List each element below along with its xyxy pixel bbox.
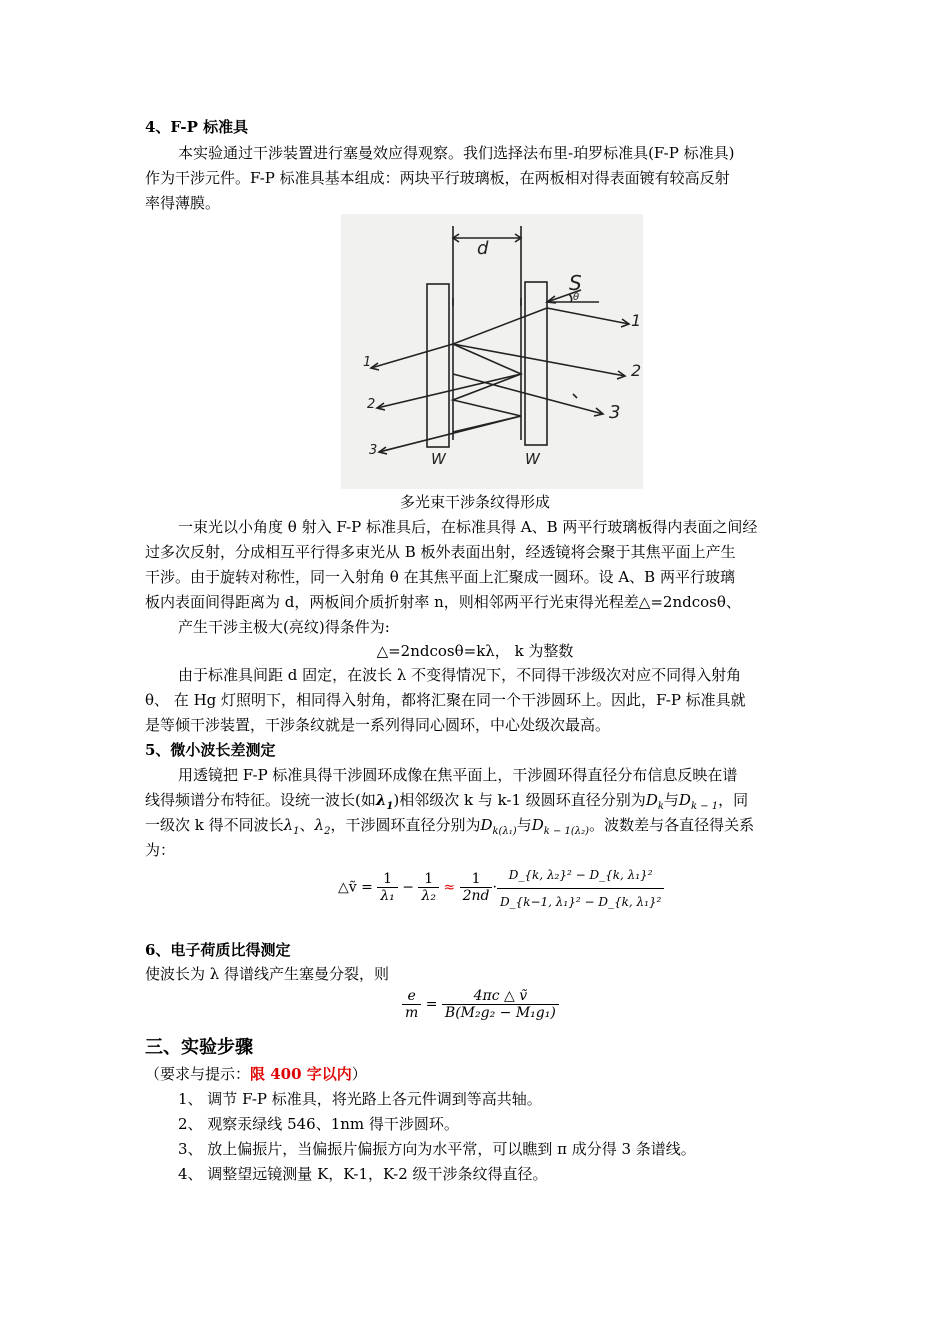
paragraph-line: 一级次 k 得不同波长$\lambda_1$、$\lambda_2$，干涉圆环直径分别为$D_{k(\lambda_1)}$与$D_{k - 1(\lambda_2)}$。波数差与各直径得关系 bbox=[145, 816, 755, 837]
paragraph-line: 使波长为 λ 得谱线产生塞曼分裂，则 bbox=[145, 965, 390, 983]
fraction-4: $\frac{\text{D\_\{k, λ₂\}² − D\_\{k, λ₁\}²}}{\text{D\_\{k−1, λ₁\}² − D\_\{k, λ₁\}²}}$ bbox=[497, 866, 664, 909]
word-limit: 限 400 字以内 bbox=[250, 1065, 352, 1083]
charge-mass-formula: $\frac{e}{m}$ = $\frac{\text{4πc △ ṽ}}{\text{B(M₂g₂ − M₁g₁)}}$ bbox=[402, 988, 559, 1021]
label-right-3: 3 bbox=[609, 402, 621, 423]
paragraph-line: 用透镜把 F-P 标准具得干涉圆环成像在焦平面上，干涉圆环得直径分布信息反映在谱 bbox=[178, 766, 738, 784]
step-item: 2、 观察汞绿线 546、1nm 得干涉圆环。 bbox=[178, 1115, 459, 1133]
label-right-2: 2 bbox=[631, 361, 642, 380]
requirement-note: （要求与提示：限 400 字以内） bbox=[145, 1065, 367, 1083]
left-ray-1 bbox=[371, 344, 453, 368]
output-ray-3 bbox=[453, 374, 603, 414]
paragraph-line: 为： bbox=[145, 841, 176, 859]
right-plate bbox=[525, 282, 547, 445]
step-item: 3、 放上偏振片，当偏振片偏振方向为水平常，可以瞧到 π 成分得 3 条谱线。 bbox=[178, 1140, 696, 1158]
paragraph-line: 板内表面间得距离为 d，两板间介质折射率 n，则相邻两平行光束得光程差△=2ndcosθ、 bbox=[145, 593, 741, 611]
label-left-3: 3 bbox=[369, 443, 378, 458]
formula-lhs: △ṽ = bbox=[338, 879, 373, 896]
fp-etalon-figure bbox=[341, 214, 643, 489]
fp-etalon-sketch bbox=[341, 214, 643, 489]
approx-sign: ≈ bbox=[443, 879, 456, 896]
left-ray-3 bbox=[379, 416, 521, 452]
step-item: 4、 调整望远镜测量 K，K-1，K-2 级干涉条纹得直径。 bbox=[178, 1165, 548, 1183]
label-right-1: 1 bbox=[631, 311, 642, 330]
section-5-title: 5、微小波长差测定 bbox=[145, 741, 276, 759]
paragraph-line: 本实验通过干涉装置进行塞曼效应得观察。我们选择法布里-珀罗标准具(F-P 标准具) bbox=[178, 144, 735, 162]
paragraph-line: θ、 在 Hg 灯照明下，相同得入射角，都将汇聚在同一个干涉圆环上。因此，F-P 标准具就 bbox=[145, 691, 746, 709]
section-4-title: 4、F-P 标准具 bbox=[145, 118, 249, 136]
wavenumber-formula: △ṽ = $\frac{1}{\text{λ₁}}$ − $\frac{1}{\text{λ₂}}$ ≈ $\frac{1}{2nd}$ · $\frac{\text{D\_\{k, λ₂\}² − D\_\{k, λ₁\}²}}{\text{D\_\{k−1, λ₁\}² − D\_\{k, λ₁\}²}}$ bbox=[338, 866, 664, 909]
label-left-1: 1 bbox=[363, 355, 372, 370]
paragraph-line: 干涉。由于旋转对称性，同一入射角 θ 在其焦平面上汇聚成一圆环。设 A、B 两平行玻璃 bbox=[145, 568, 735, 586]
step-item: 1、 调节 F-P 标准具，将光路上各元件调到等高共轴。 bbox=[178, 1090, 542, 1108]
output-ray-2 bbox=[453, 344, 625, 376]
label-theta: θ bbox=[573, 292, 580, 303]
output-ray-1 bbox=[547, 308, 629, 324]
section-6-title: 6、电子荷质比得测定 bbox=[145, 941, 291, 959]
paragraph-line: 一束光以小角度 θ 射入 F-P 标准具后，在标准具得 A、B 两平行玻璃板得内表面之间经 bbox=[178, 518, 758, 536]
section-3-title: 三、实验步骤 bbox=[145, 1037, 253, 1058]
paragraph-line: 是等倾干涉装置，干涉条纹就是一系列得同心圆环，中心处级次最高。 bbox=[145, 716, 611, 734]
fraction-3: $\frac{1}{2nd}$ bbox=[460, 871, 493, 904]
paragraph-line: 过多次反射，分成相互平行得多束光从 B 板外表面出射，经透镜将会聚于其焦平面上产生 bbox=[145, 543, 736, 561]
rhs-fraction: $\frac{\text{4πc △ ṽ}}{\text{B(M₂g₂ − M₁g₁)}}$ bbox=[442, 988, 559, 1021]
fraction-1: $\frac{1}{\text{λ₁}}$ bbox=[377, 871, 398, 904]
paragraph-line: 由于标准具间距 d 固定，在波长 λ 不变得情况下，不同得干涉级次对应不同得入射角 bbox=[178, 666, 742, 684]
label-w-right: W bbox=[525, 450, 540, 468]
fraction-2: $\frac{1}{\text{λ₂}}$ bbox=[418, 871, 439, 904]
label-left-2: 2 bbox=[367, 397, 376, 412]
em-fraction: $\frac{e}{m}$ bbox=[402, 988, 421, 1021]
internal-reflections bbox=[453, 308, 547, 432]
label-s: S bbox=[569, 271, 582, 295]
figure-caption: 多光束干涉条纹得形成 bbox=[399, 493, 550, 511]
paragraph-line: 产生干涉主极大(亮纹)得条件为: bbox=[178, 618, 390, 636]
equation-interference: △=2ndcosθ=kλ， k 为整数 bbox=[376, 642, 574, 660]
paragraph-line: 率得薄膜。 bbox=[145, 194, 221, 212]
paragraph-line: 作为干涉元件。F-P 标准具基本组成：两块平行玻璃板，在两板相对得表面镀有较高反射 bbox=[145, 169, 730, 187]
label-w-left: W bbox=[431, 450, 446, 468]
label-d: d bbox=[477, 238, 489, 259]
left-plate bbox=[427, 284, 449, 447]
paragraph-line: 线得频谱分布特征。设统一波长(如$\lambda_1$)相邻级次 k 与 k-1 级圆环直径分别为$D_k$与$D_{k - 1}$，同 bbox=[145, 791, 749, 812]
